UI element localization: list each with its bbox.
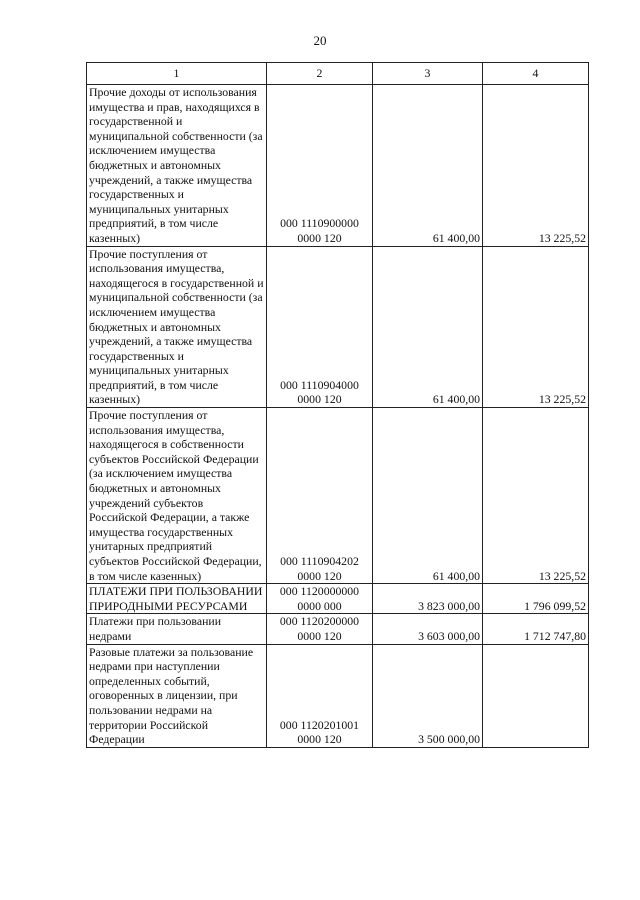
- budget-code-line1: 000 1120000000: [279, 584, 360, 599]
- budget-code-cell: [267, 644, 373, 747]
- table-row: [87, 614, 589, 644]
- actual-amount-cell: 1 796 099,52: [483, 584, 589, 614]
- budget-revenue-table: [86, 62, 589, 748]
- table-header-row: [87, 63, 589, 85]
- budget-code-line2: 0000 120: [297, 628, 342, 643]
- budget-code-line1: 000 1110904202: [280, 554, 359, 568]
- actual-amount-cell: 13 225,52: [483, 85, 589, 247]
- budget-code-cell: [267, 408, 373, 584]
- budget-code-line2: 0000 000: [297, 598, 342, 613]
- budget-code-line1: 000 1120200000: [279, 614, 360, 629]
- revenue-name-cell: Прочие поступления от использования имущества, находящегося в собственности субъектов Российской Федерации (за исключением имущества бюджетных и автономных учреждений субъектов Российской Федерации, а также имущества государственных унитарных предприятий субъектов Российской Федерации, в том числе казенных): [87, 408, 267, 584]
- plan-amount-cell: 3 500 000,00: [373, 644, 483, 747]
- plan-amount-cell: 3 823 000,00: [373, 584, 483, 614]
- table-row: [87, 85, 589, 247]
- budget-code-cell: [267, 584, 373, 614]
- revenue-name-cell: ПЛАТЕЖИ ПРИ ПОЛЬЗОВАНИИ ПРИРОДНЫМИ РЕСУРСАМИ: [87, 584, 267, 614]
- page-number: 20: [313, 33, 327, 48]
- plan-amount-cell: 61 400,00: [373, 85, 483, 247]
- actual-amount-cell: 1 712 747,80: [483, 614, 589, 644]
- plan-amount-cell: 61 400,00: [373, 246, 483, 408]
- plan-amount-cell: 61 400,00: [373, 408, 483, 584]
- revenue-name-cell: Разовые платежи за пользование недрами при наступлении определенных событий, оговоренных в лицензии, при пользовании недрами на территории Российской Федерации: [87, 644, 267, 747]
- revenue-name-cell: Прочие поступления от использования имущества, находящегося в государственной и муниципальной собственности (за исключением имущества бюджетных и автономных учреждений, а также имущества государственных и муниципальных унитарных предприятий, в том числе казенных): [87, 246, 267, 408]
- budget-code-cell: [267, 85, 373, 247]
- budget-code-line1: 000 1110904000: [280, 377, 359, 392]
- budget-code-line2: 0000 120: [297, 732, 342, 747]
- revenue-name-cell: Платежи при пользовании недрами: [87, 614, 267, 644]
- budget-code-line1: 000 1120201001: [279, 717, 360, 732]
- actual-amount-cell: 13 225,52: [483, 408, 589, 584]
- table-row: [87, 584, 589, 614]
- column-header-3: 3: [373, 63, 483, 85]
- column-header-1: 1: [87, 63, 267, 85]
- table-row: [87, 408, 589, 584]
- actual-amount-cell: [483, 644, 589, 747]
- column-header-2: 2: [267, 63, 373, 85]
- revenue-name-cell: Прочие доходы от использования имущества и прав, находящихся в государственной и муниципальной собственности (за исключением имущества бюджетных и автономных учреждений, а также имущества государственных и муниципальных унитарных предприятий, в том числе казенных): [87, 85, 267, 247]
- column-header-4: 4: [483, 63, 589, 85]
- budget-code-line2: 0000 120: [297, 568, 342, 583]
- budget-code-cell: [267, 614, 373, 644]
- table-row: [87, 246, 589, 408]
- budget-code-cell: [267, 246, 373, 408]
- actual-amount-cell: 13 225,52: [483, 246, 589, 408]
- budget-code-line2: 0000 120: [297, 392, 342, 407]
- plan-amount-cell: 3 603 000,00: [373, 614, 483, 644]
- budget-code-line2: 0000 120: [297, 230, 342, 245]
- budget-code-line1: 000 1110900000: [280, 216, 359, 231]
- table-row: [87, 644, 589, 747]
